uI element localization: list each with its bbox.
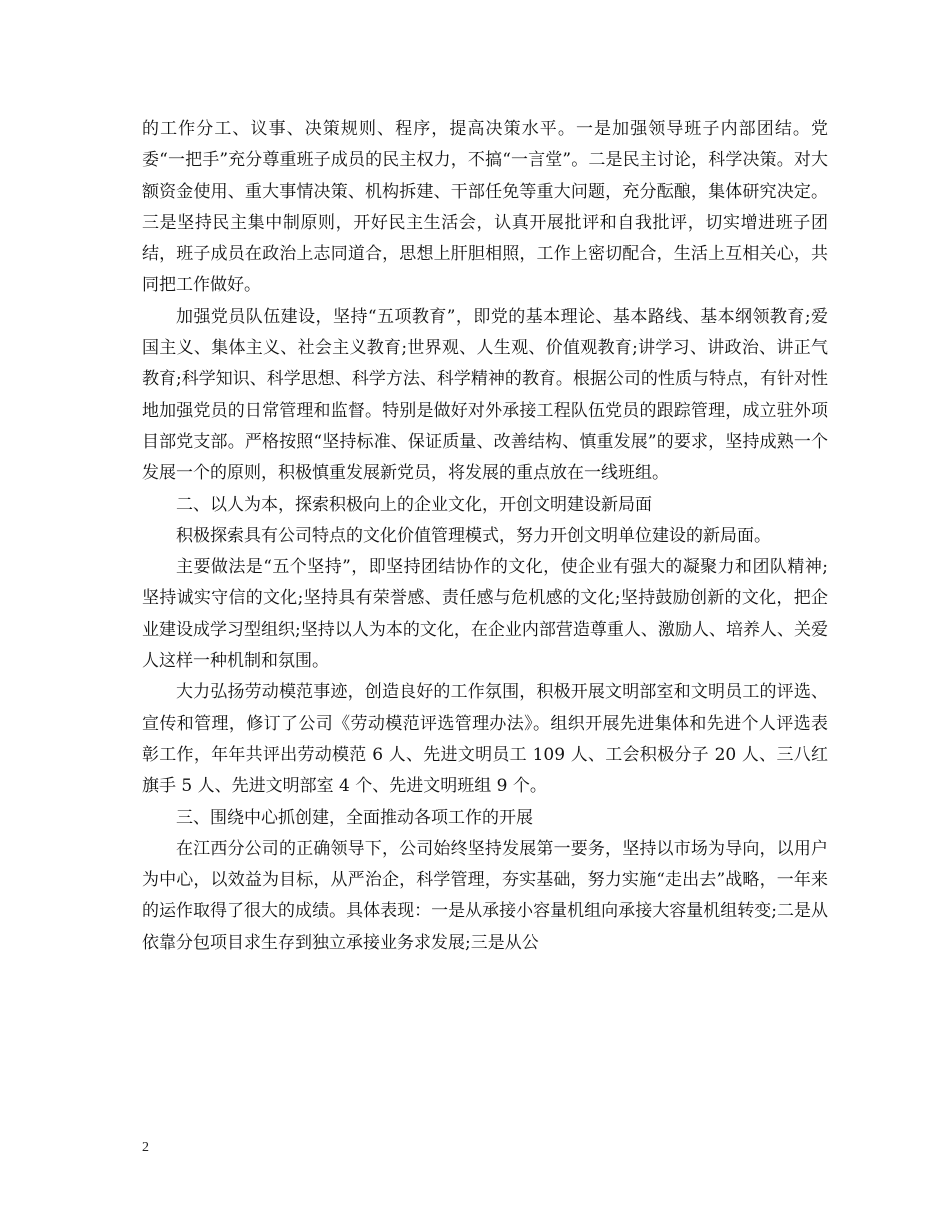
paragraph-development-results: 在江西分公司的正确领导下，公司始终坚持发展第一要务，坚持以市场为导向，以用户为中心，以效益为目标，从严治企，科学管理，夯实基础，努力实施“走出去”战略，一年来的运作取得了很大的成绩。具体表现：一是从承接小容量机组向承接大容量机组转变;二是从依靠分包项目求生存到独立承接业务求发展;三是从公	[142, 838, 828, 953]
document-body	[142, 114, 828, 959]
paragraph-labor-models: 大力弘扬劳动模范事迹，创造良好的工作氛围，积极开展文明部室和文明员工的评选、宣传和管理，修订了公司《劳动模范评选管理办法》。组织开展先进集体和先进个人评选表彰工作，年年共评出劳动模范 6 人、先进文明员工 109 人、工会积极分子 20 人、三八红旗手 5 人、先进文明部室 4 个、先进文明班组 9 个。	[142, 682, 828, 797]
paragraph-culture-model: 积极探索具有公司特点的文化价值管理模式，努力开创文明单位建设的新局面。	[176, 525, 771, 546]
paragraph-party-member-building: 加强党员队伍建设，坚持“五项教育”，即党的基本理论、基本路线、基本纲领教育;爱国主义、集体主义、社会主义教育;世界观、人生观、价值观教育;讲学习、讲政治、讲正气教育;科学知识、科学思想、科学方法、科学精神的教育。根据公司的性质与特点，有针对性地加强党员的日常管理和监督。特别是做好对外承接工程队伍党员的跟踪管理，成立驻外项目部党支部。严格按照“坚持标准、保证质量、改善结构、慎重发展”的要求，坚持成熟一个发展一个的原则，积极慎重发展新党员，将发展的重点放在一线班组。	[142, 306, 828, 484]
page-number: 2	[142, 1140, 149, 1155]
section-heading-three: 三、围绕中心抓创建，全面推动各项工作的开展	[176, 807, 533, 828]
paragraph-leadership-rules: 的工作分工、议事、决策规则、程序，提高决策水平。一是加强领导班子内部团结。党委“一把手”充分尊重班子成员的民主权力，不搞“一言堂”。二是民主讨论，科学决策。对大额资金使用、重大事情决策、机构拆建、干部任免等重大问题，充分酝酿，集体研究决定。三是坚持民主集中制原则，开好民主生活会，认真开展批评和自我批评，切实增进班子团结，班子成员在政治上志同道合，思想上肝胆相照，工作上密切配合，生活上互相关心，共同把工作做好。	[142, 119, 828, 296]
paragraph-five-persistences: 主要做法是“五个坚持”，即坚持团结协作的文化，使企业有强大的凝聚力和团队精神;坚持诚实守信的文化;坚持具有荣誉感、责任感与危机感的文化;坚持鼓励创新的文化，把企业建设成学习型组织;坚持以人为本的文化，在企业内部营造尊重人、激励人、培养人、关爱人这样一种机制和氛围。	[142, 557, 828, 672]
section-heading-two: 二、以人为本，探索积极向上的企业文化，开创文明建设新局面	[176, 494, 652, 515]
